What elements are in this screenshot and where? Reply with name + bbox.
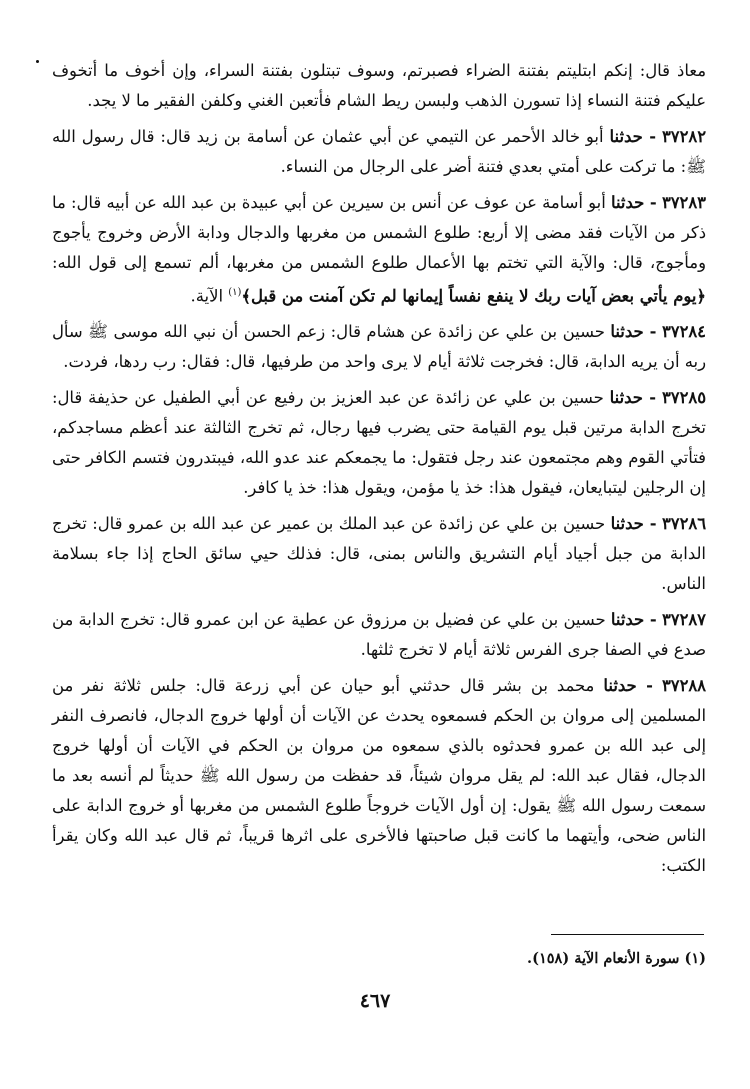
hadith-text: حسين بن علي عن زائدة عن عبد الملك بن عمير عن عبد الله بن عمرو قال: تخرج الدابة من جبل أجياد أيام التشريق والناس بمنى، قال: فذلك حيي سائق الحاج إذا جاء بسلامة الناس. [52, 514, 706, 594]
hadith-paragraph [52, 671, 706, 881]
hadith-lead: - حدثنا [610, 322, 657, 342]
quran-verse: ﴿يوم يأتي بعض آيات ربك لا ينفع نفساً إيمانها لم تكن آمنت من قبل﴾ [241, 286, 706, 306]
hadith-paragraph [52, 122, 706, 182]
hadith-number: ٣٧٢٨٤ [661, 322, 706, 342]
paragraph-text: معاذ قال: إنكم ابتليتم بفتنة الضراء فصبرتم، وسوف تبتلون بفتنة السراء، وإن أخوف ما أتخوف عليكم فتنة النساء إذا تسورن الذهب ولبسن ريط الشام فأتعبن الغني وكلفن الفقير ما لا يجد. [52, 61, 706, 110]
hadith-lead: - حدثنا [609, 388, 657, 408]
hadith-text: أبو أسامة عن عوف عن أنس بن سيرين عن أبي عبيدة بن عبد الله عن أبيه قال: ما ذكر من الآيات فقد مضى إلا أربع: طلوع الشمس من مغربها والدجال ودابة الأرض وخروج يأجوج ومأجوج، قال: والآية التي تختم بها الأعمال طلوع الشمس من مغربها، ألم تسمع إلى قول الله: [52, 193, 706, 272]
hadith-number: ٣٧٢٨٥ [661, 388, 707, 408]
hadith-number: ٣٧٢٨٣ [661, 193, 706, 212]
paragraph-continuation [52, 56, 706, 116]
footnote-reference: (١) [228, 287, 242, 298]
hadith-paragraph [52, 188, 706, 311]
footnote-divider [551, 934, 704, 935]
hadith-paragraph [52, 383, 706, 503]
hadith-text: محمد بن بشر قال حدثني أبو حيان عن أبي زرعة قال: جلس ثلاثة نفر من المسلمين إلى مروان بن الحكم فسمعوه يحدث عن الآيات أن أولها خروج الدجال، فانصرف النفر إلى عبد الله بن عمرو فحدثوه بالذي سمعوه من مروان بن الحكم في الآيات أن أولها خروج الدجال، فقال عبد الله: لم يقل مروان شيئاً، قد حفظت من رسول الله ﷺ حديثاً لم أنسه بعد ما سمعت رسول الله ﷺ يقول: إن أول الآيات خروجاً طلوع الشمس من مغربها أو خروج الدابة على الناس ضحى، وأيتهما ما كانت قبل صاحبتها فالأخرى على اثرها قريباً، ثم قال عبد الله وكان يقرأ الكتب: [52, 676, 706, 876]
hadith-lead: - حدثنا [609, 127, 657, 146]
stray-dot [36, 60, 39, 63]
hadith-number: ٣٧٢٨٢ [662, 127, 707, 146]
hadith-lead: - حدثنا [603, 676, 653, 696]
hadith-lead: - حدثنا [610, 193, 657, 212]
hadith-tail: الآية. [190, 286, 223, 306]
hadith-lead: - حدثنا [610, 514, 657, 534]
hadith-paragraph [52, 509, 706, 599]
hadith-number: ٣٧٢٨٧ [661, 610, 706, 630]
hadith-paragraph [52, 317, 706, 377]
page-number: ٤٦٧ [359, 990, 391, 1012]
hadith-text: حسين بن علي عن زائدة عن عبد العزيز بن رفيع عن أبي الطفيل عن حذيفة قال: تخرج الدابة مرتين قبل يوم القيامة حتى يضرب فيها رجال، ثم تخرج الثالثة عند أعظم مساجدكم، فتأتي القوم وهم مجتمعون عند رجل فتقول: ما يجمعكم عند عدو الله، فيبتدرون فتسم الكافر حتى إن الرجلين ليتبايعان، فيقول هذا: خذ يا مؤمن، ويقول هذا: خذ يا كافر. [52, 388, 706, 498]
hadith-number: ٣٧٢٨٨ [661, 676, 706, 696]
hadith-paragraph [52, 605, 706, 665]
hadith-number: ٣٧٢٨٦ [661, 514, 707, 534]
hadith-text: حسين بن علي عن زائدة عن هشام قال: زعم الحسن أن نبي الله موسى ﷺ سأل ربه أن يريه الدابة، قال: فخرجت ثلاثة أيام لا يرى واحد من طرفيها، قال: فقال: رب ردها، فردت. [52, 322, 706, 372]
footnote: (١) سورة الأنعام الآية (١٥٨). [527, 950, 706, 967]
hadith-lead: - حدثنا [610, 610, 657, 630]
hadith-text: حسين بن علي عن فضيل بن مرزوق عن عطية عن ابن عمرو قال: تخرج الدابة من صدع في الصفا جرى الفرس ثلاثة أيام لا تخرج ثلثها. [52, 610, 706, 660]
hadith-text: أبو خالد الأحمر عن التيمي عن أبي عثمان عن أسامة بن زيد قال: قال رسول الله ﷺ: ما تركت على أمتي بعدي فتنة أضر على الرجال من النساء. [52, 127, 706, 176]
